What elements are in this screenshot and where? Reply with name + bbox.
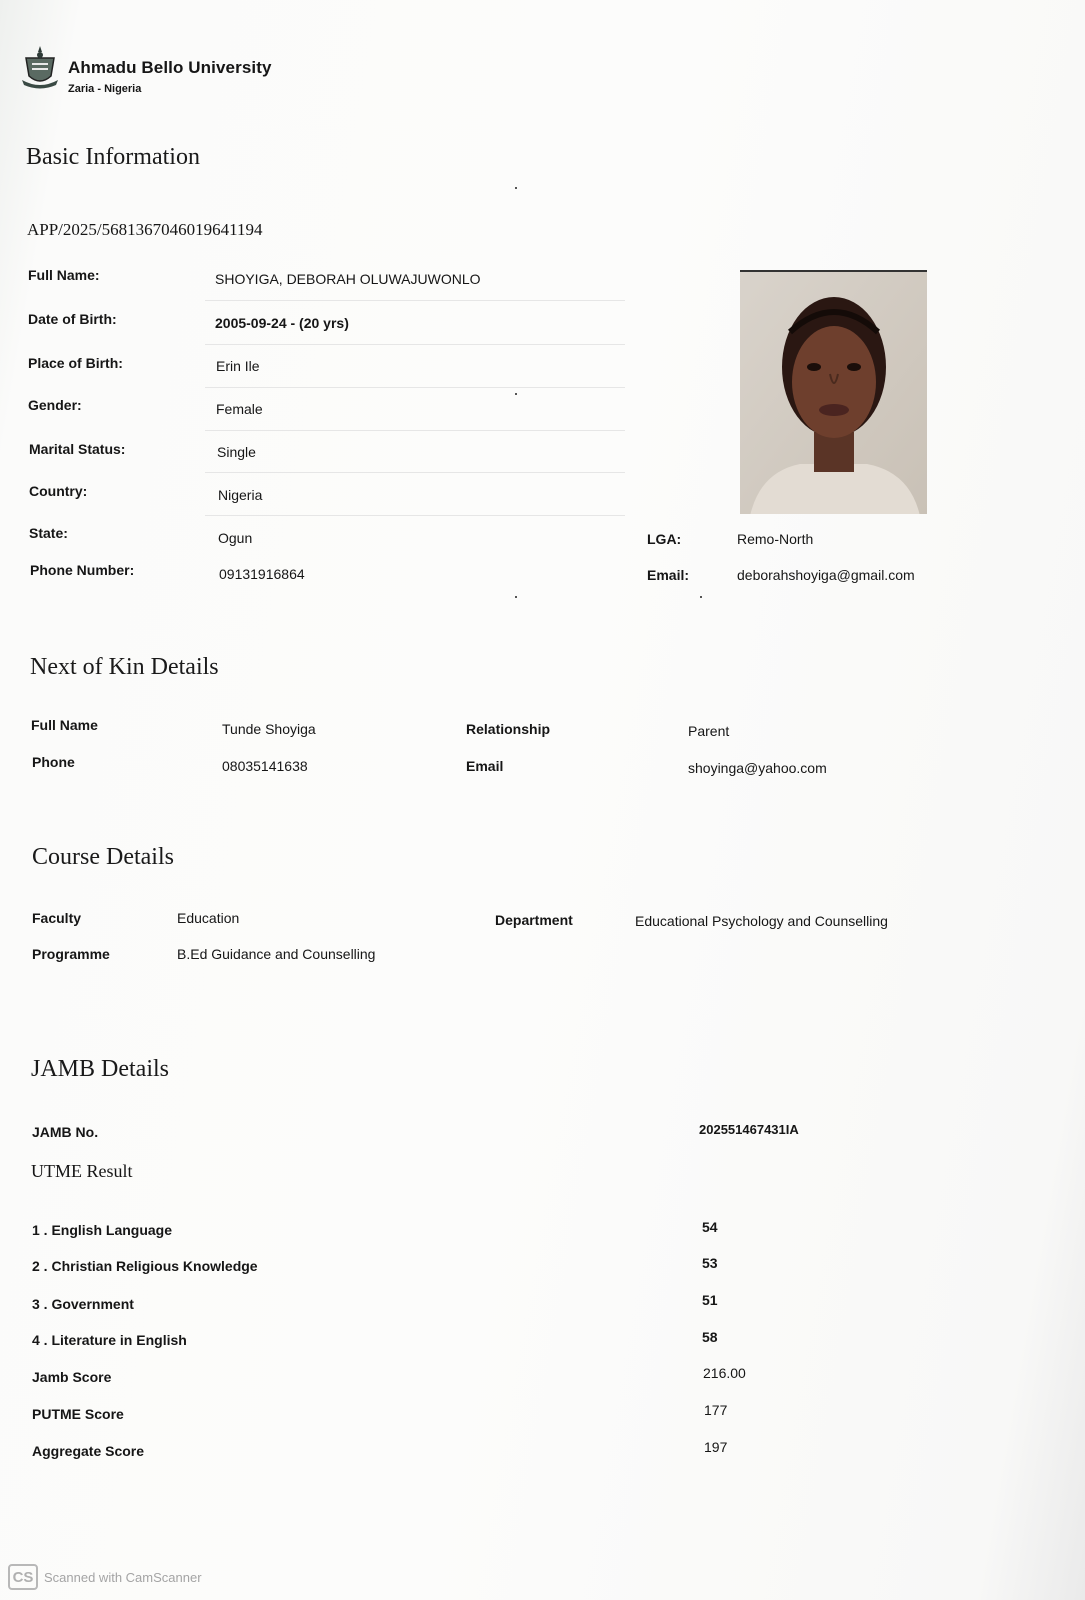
university-crest-icon xyxy=(20,44,60,90)
camscanner-logo-icon: CS xyxy=(8,1564,38,1590)
university-name: Ahmadu Bello University xyxy=(68,58,272,77)
university-location: Zaria - Nigeria xyxy=(68,83,142,95)
putme-score-value: 177 xyxy=(704,1402,728,1418)
dob-label: Date of Birth: xyxy=(28,311,117,327)
faculty-label: Faculty xyxy=(32,910,82,926)
dob-value: 2005-09-24 - (20 yrs) xyxy=(215,315,349,331)
nok-email-label: Email xyxy=(466,758,504,774)
nok-phone-value: 08035141638 xyxy=(222,758,308,774)
nok-full-name-value: Tunde Shoyiga xyxy=(222,721,316,737)
full-name-value: SHOYIGA, DEBORAH OLUWAJUWONLO xyxy=(215,271,481,287)
programme-value: B.Ed Guidance and Counselling xyxy=(177,946,376,962)
jamb-score-value: 216.00 xyxy=(703,1365,746,1381)
phone-value: 09131916864 xyxy=(219,566,305,582)
subject-score: 51 xyxy=(702,1292,718,1308)
camscanner-text: Scanned with CamScanner xyxy=(44,1569,202,1585)
course-details-heading: Course Details xyxy=(32,844,174,870)
programme-label: Programme xyxy=(32,946,110,962)
email-value: deborahshoyiga@gmail.com xyxy=(737,567,915,583)
aggregate-score-label: Aggregate Score xyxy=(32,1443,145,1459)
lga-label: LGA: xyxy=(647,531,682,547)
subject-score: 54 xyxy=(702,1219,718,1235)
marital-status-value: Single xyxy=(217,444,256,460)
department-label: Department xyxy=(495,912,573,928)
jamb-no-label: JAMB No. xyxy=(32,1124,99,1140)
subject-score: 58 xyxy=(702,1329,718,1345)
country-value: Nigeria xyxy=(218,487,263,503)
jamb-details-heading: JAMB Details xyxy=(31,1056,169,1082)
nok-phone-label: Phone xyxy=(32,754,75,770)
jamb-no-value: 202551467431IA xyxy=(699,1122,799,1137)
country-label: Country: xyxy=(29,483,88,499)
lga-value: Remo-North xyxy=(737,531,814,547)
nok-relationship-label: Relationship xyxy=(466,721,551,737)
gender-label: Gender: xyxy=(28,397,82,413)
subject-label: 1 . English Language xyxy=(32,1222,173,1238)
marital-status-label: Marital Status: xyxy=(29,441,126,457)
aggregate-score-value: 197 xyxy=(704,1439,728,1455)
application-id: APP/2025/5681367046019641194 xyxy=(27,220,263,239)
putme-score-label: PUTME Score xyxy=(32,1406,124,1422)
subject-label: 4 . Literature in English xyxy=(32,1332,187,1348)
subject-label: 3 . Government xyxy=(32,1296,134,1312)
basic-info-heading: Basic Information xyxy=(26,144,200,170)
jamb-score-label: Jamb Score xyxy=(32,1369,112,1385)
utme-result-heading: UTME Result xyxy=(31,1161,133,1181)
nok-relationship-value: Parent xyxy=(688,723,730,739)
department-value: Educational Psychology and Counselling xyxy=(635,913,888,929)
nok-email-value: shoyinga@yahoo.com xyxy=(688,760,827,776)
nok-full-name-label: Full Name xyxy=(31,717,98,733)
state-label: State: xyxy=(29,525,68,541)
subject-label: 2 . Christian Religious Knowledge xyxy=(32,1258,258,1274)
pob-value: Erin Ile xyxy=(216,358,260,374)
passport-photo xyxy=(740,270,927,514)
email-label: Email: xyxy=(647,567,690,583)
state-value: Ogun xyxy=(218,530,253,546)
phone-label: Phone Number: xyxy=(30,562,135,578)
pob-label: Place of Birth: xyxy=(28,355,123,371)
full-name-label: Full Name: xyxy=(28,267,100,283)
gender-value: Female xyxy=(216,401,263,417)
camscanner-watermark xyxy=(8,1564,202,1590)
faculty-value: Education xyxy=(177,910,240,926)
subject-score: 53 xyxy=(702,1255,718,1271)
next-of-kin-heading: Next of Kin Details xyxy=(30,654,219,680)
